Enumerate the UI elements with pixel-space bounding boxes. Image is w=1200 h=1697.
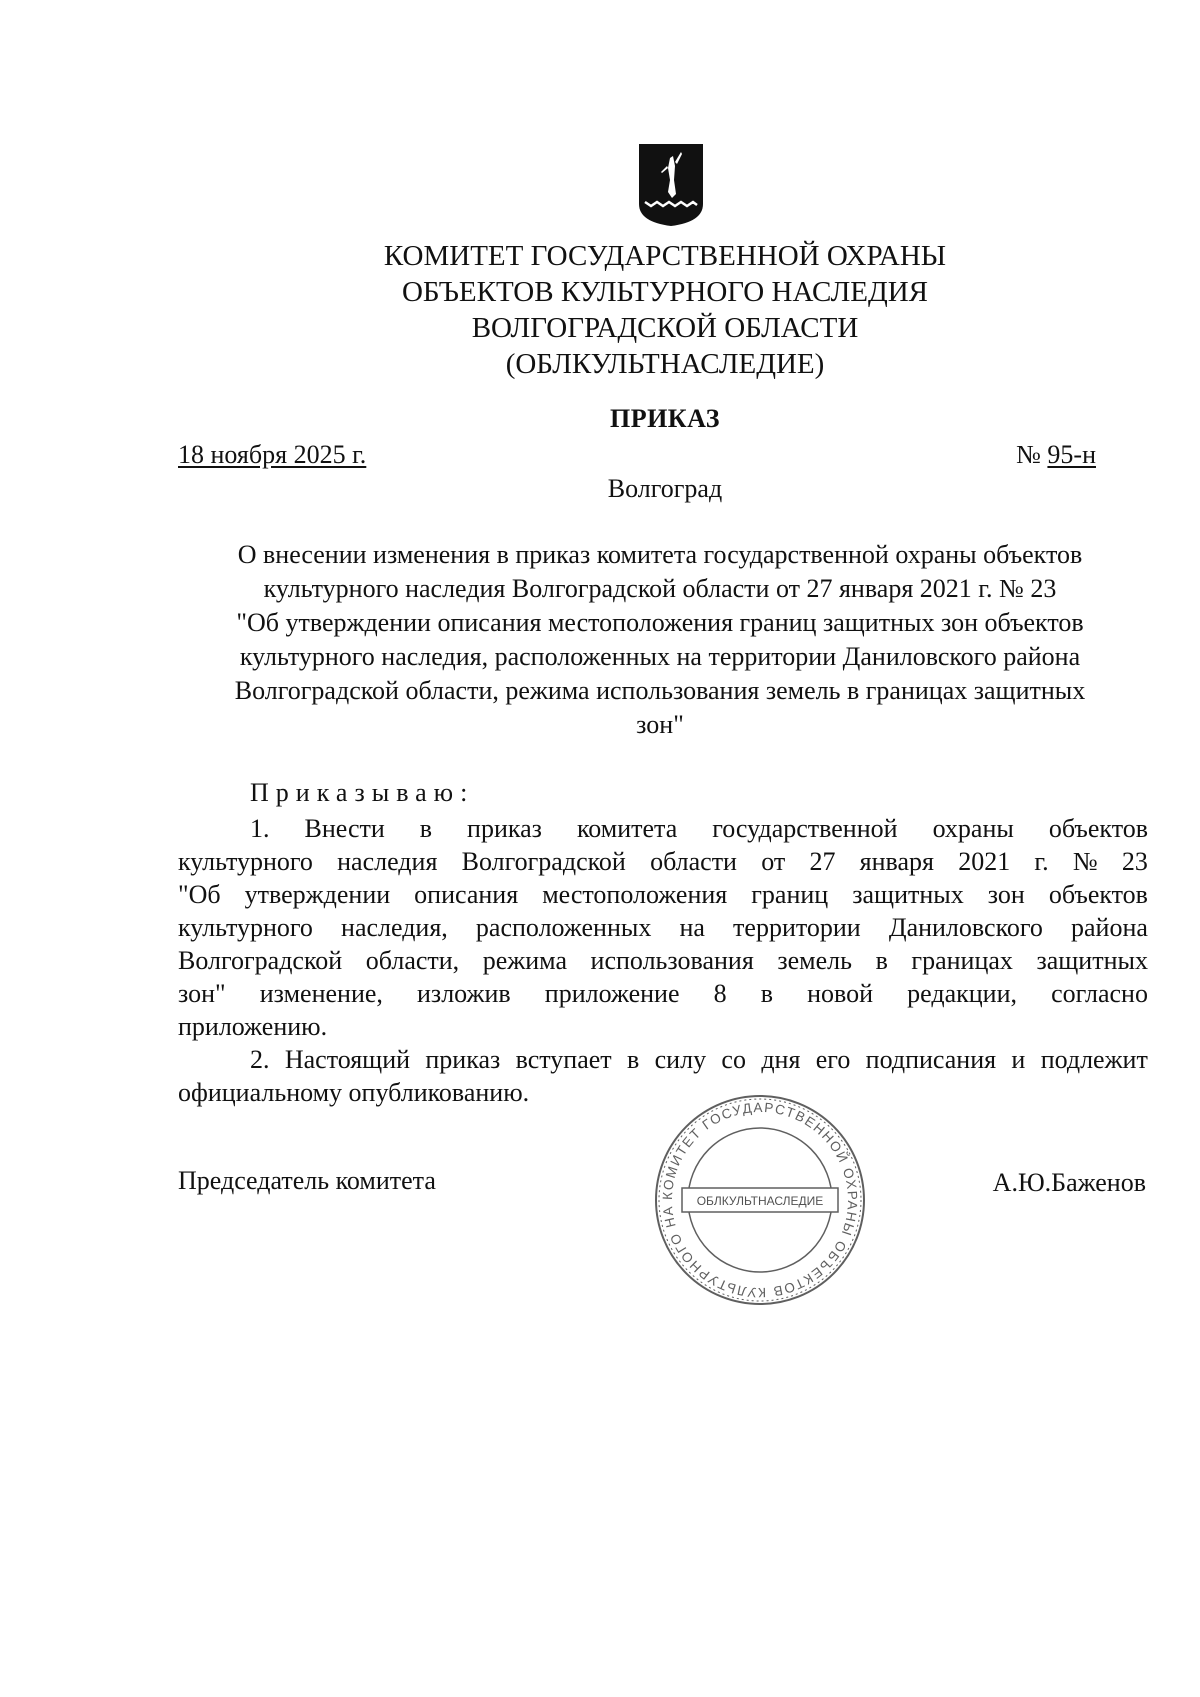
body-word: Внести bbox=[304, 814, 385, 843]
subject-line: О внесении изменения в приказ комитета государственной охраны объектов bbox=[237, 540, 1083, 569]
body-word: в bbox=[419, 814, 433, 843]
body-word: в bbox=[760, 979, 773, 1008]
body-word: утверждении bbox=[244, 880, 391, 909]
order-body bbox=[178, 812, 1148, 1109]
body-line bbox=[178, 845, 1148, 878]
committee-name-line: ВОЛГОГРАДСКОЙ ОБЛАСТИ bbox=[471, 312, 859, 344]
document-subject bbox=[190, 538, 1130, 742]
body-word: Волгоградской bbox=[178, 946, 343, 975]
body-word: описания bbox=[414, 880, 519, 909]
body-word: согласно bbox=[1051, 979, 1148, 1008]
body-word: новой bbox=[807, 979, 874, 1008]
body-word: наследия bbox=[337, 847, 438, 876]
body-word: в bbox=[875, 946, 888, 975]
body-word: защитных bbox=[1036, 946, 1148, 975]
body-line bbox=[178, 944, 1148, 977]
body-word: границах bbox=[911, 946, 1013, 975]
body-word: территории bbox=[733, 913, 861, 942]
body-word: культурного bbox=[178, 847, 313, 876]
body-word: со bbox=[721, 1045, 746, 1074]
body-word: подлежит bbox=[1040, 1045, 1148, 1074]
body-word: объектов bbox=[1048, 814, 1148, 843]
body-word: г. bbox=[1034, 847, 1049, 876]
body-word: местоположения bbox=[542, 880, 728, 909]
body-word: 8 bbox=[713, 979, 727, 1008]
order-word: Приказываю: bbox=[250, 778, 475, 807]
body-word: района bbox=[1071, 913, 1148, 942]
coat-of-arms-icon bbox=[637, 142, 705, 228]
committee-name-line: (ОБЛКУЛЬТНАСЛЕДИЕ) bbox=[505, 348, 825, 380]
body-word: защитных bbox=[852, 880, 964, 909]
body-word: в bbox=[627, 1045, 640, 1074]
body-word: охраны bbox=[932, 814, 1014, 843]
document-city: Волгоград bbox=[607, 474, 723, 503]
body-word: на bbox=[679, 913, 705, 942]
committee-name-line: ОБЪЕКТОВ КУЛЬТУРНОГО НАСЛЕДИЯ bbox=[401, 276, 929, 308]
body-word: государственной bbox=[712, 814, 898, 843]
body-word: подписания bbox=[865, 1045, 997, 1074]
body-word: приказ bbox=[467, 814, 542, 843]
body-word: объектов bbox=[1048, 880, 1148, 909]
body-word: 2021 bbox=[958, 847, 1011, 876]
body-word: расположенных bbox=[475, 913, 652, 942]
document-type-heading: ПРИКАЗ bbox=[609, 404, 721, 433]
body-word: силу bbox=[654, 1045, 707, 1074]
document-date: 18 ноября 2025 г. bbox=[178, 440, 367, 469]
body-line bbox=[178, 977, 1148, 1010]
seal-icon bbox=[650, 1090, 870, 1310]
body-word: вступает bbox=[515, 1045, 612, 1074]
body-word: 1. bbox=[250, 814, 270, 843]
subject-line: "Об утверждении описания местоположения границ защитных зон объектов bbox=[236, 608, 1084, 637]
official-seal-stamp bbox=[650, 1090, 870, 1310]
body-word: наследия, bbox=[341, 913, 448, 942]
body-word: его bbox=[815, 1045, 851, 1074]
committee-name-line: КОМИТЕТ ГОСУДАРСТВЕННОЙ ОХРАНЫ bbox=[383, 240, 947, 272]
body-word: комитета bbox=[576, 814, 678, 843]
body-word: дня bbox=[761, 1045, 801, 1074]
body-line bbox=[178, 812, 1148, 845]
body-line bbox=[178, 878, 1148, 911]
seal-center-text: ОБЛКУЛЬТНАСЛЕДИЕ bbox=[696, 1194, 824, 1208]
body-word: 23 bbox=[1121, 847, 1148, 876]
number-prefix: № bbox=[1016, 440, 1048, 469]
body-word: земель bbox=[777, 946, 852, 975]
coat-of-arms-emblem bbox=[637, 142, 705, 228]
body-word: режима bbox=[482, 946, 567, 975]
subject-line: Волгоградской области, режима использования земель в границах защитных bbox=[234, 676, 1086, 705]
body-word: приложение bbox=[544, 979, 680, 1008]
body-line bbox=[178, 1043, 1148, 1076]
body-word: зон bbox=[987, 880, 1025, 909]
body-word: области, bbox=[365, 946, 460, 975]
seal-outer-text: КОМИТЕТ ГОСУДАРСТВЕННОЙ ОХРАНЫ ОБЪЕКТОВ КУЛЬТУРНОГО НА bbox=[659, 1099, 861, 1301]
body-word: № bbox=[1072, 847, 1098, 876]
body-word: Даниловского bbox=[888, 913, 1043, 942]
body-word: января bbox=[859, 847, 934, 876]
body-word: приказ bbox=[425, 1045, 501, 1074]
body-word: культурного bbox=[178, 913, 313, 942]
body-word: использования bbox=[590, 946, 754, 975]
body-word: области bbox=[650, 847, 737, 876]
body-word: редакции, bbox=[907, 979, 1017, 1008]
subject-line: зон" bbox=[636, 710, 684, 739]
signer-title: Председатель комитета bbox=[178, 1166, 436, 1195]
signer-name: А.Ю.Баженов bbox=[992, 1168, 1146, 1197]
subject-line: культурного наследия, расположенных на территории Даниловского района bbox=[239, 642, 1081, 671]
body-word: границ bbox=[751, 880, 829, 909]
body-word: изложив bbox=[417, 979, 511, 1008]
body-word: и bbox=[1011, 1045, 1026, 1074]
body-line-last: приложению. bbox=[178, 1012, 328, 1041]
body-line-last: официальному опубликованию. bbox=[178, 1078, 530, 1107]
body-word: от bbox=[761, 847, 786, 876]
body-word: 2. bbox=[250, 1045, 270, 1074]
body-word: зон" bbox=[178, 979, 226, 1008]
number-value: 95-н bbox=[1047, 440, 1096, 469]
body-word: 27 bbox=[809, 847, 836, 876]
committee-name-block bbox=[65, 238, 1200, 382]
body-word: Настоящий bbox=[284, 1045, 411, 1074]
body-line bbox=[178, 911, 1148, 944]
body-word: Волгоградской bbox=[461, 847, 626, 876]
body-word: изменение, bbox=[259, 979, 383, 1008]
subject-line: культурного наследия Волгоградской области от 27 января 2021 г. № 23 bbox=[263, 574, 1057, 603]
document-number bbox=[1016, 440, 1096, 470]
body-word: "Об bbox=[178, 880, 221, 909]
